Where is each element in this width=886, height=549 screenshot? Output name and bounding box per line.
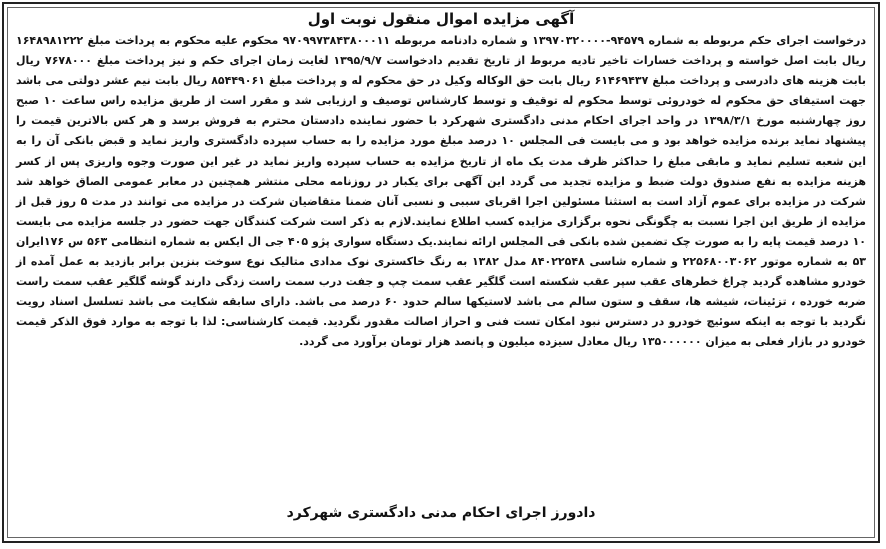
notice-frame (2, 2, 880, 543)
notice-title: آگهی مزایده اموال منقول نوبت اول (307, 10, 575, 28)
notice-signature: دادورز اجرای احکام مدنی دادگستری شهرکرد (286, 505, 596, 521)
notice-body: درخواست اجرای حکم مربوطه به شماره ۹۴۵۷۹-۱۳۹۷۰۳۲۰۰۰۰ و شماره دادنامه مربوطه ۹۷۰۹۹۷۳۸۴۳۸۰۰۰۱۱ محکوم علیه محکوم به پرداخت مبلغ ۱۶۴۸۹۸۱۲۲۲ ریال بابت اصل خواسته و پرداخت خسارات تاخیر تادیه مربوط از تاریخ تقدیم دادخواست ۱۳۹۵/۹/۷ لغایت زمان اجرای حکم و نیز پرداخت مبلغ ۷۶۷۸۰۰۰ ریال بابت هزینه های دادرسی و پرداخت مبلغ ۶۱۴۶۹۴۳۷ ریال بابت حق الوکاله وکیل در حق محکوم له و پرداخت مبلغ ۸۵۴۴۹۰۶۱ ریال بابت نیم عشر دولتی می باشد جهت استیفای حق محکوم له خودروئی توسط محکوم له توقیف و توسط کارشناس توصیف و ارزیابی شد و مقرر است از طریق مزایده راس ساعت ۱۰ صبح روز چهارشنبه مورخ ۱۳۹۸/۳/۱ در واحد اجرای احکام مدنی دادگستری شهرکرد با حضور نماینده دادستان محترم به فروش برسد و هر کس بالاترین قیمت را پیشنهاد نماید برنده مزایده خواهد بود و می بایست فی المجلس ۱۰ درصد مبلغ مورد مزایده را به حساب سپرده دادگستری واریز نماید و قبض بانکی آن را به این شعبه تسلیم نماید و مابقی مبلغ را حداکثر ظرف مدت یک ماه از تاریخ مزایده به حساب سپرده واریز نماید در غیر این صورت وجوه واریزی پس از کسر هزینه مزایده به نفع صندوق دولت ضبط و مزایده تجدید می گردد این آگهی برای یکبار در روزنامه محلی منتشر همچنین در معابر عمومی الصاق خواهد شد شرکت در مزایده برای عموم آزاد است به استثنا مسئولین اجرا اقربای سببی و نسبی آنان ضمنا متقاضیان شرکت در مزایده می توانند در مدت ۵ روز قبل از مزایده از طریق این اجرا نسبت به چگونگی نحوه برگزاری مزایده کسب اطلاع نمایند.لازم به ذکر است شرکت کنندگان جهت حضور در جلسه مزایده می بایست ۱۰ درصد قیمت پایه را به صورت چک تضمین شده بانکی فی المجلس ارائه نمایند.یک دستگاه سواری پژو ۴۰۵ جی ال ایکس به شماره انتظامی ۵۶۳ س ۱۷۶ایران ۵۳ به شماره موتور ۲۲۵۶۸۰۰۳۰۶۲ و شماره شاسی ۸۴۰۲۲۵۴۸ مدل ۱۳۸۲ به رنگ خاکستری نوک مدادی متالیک نوع سوخت بنزین برابر بازدید به عمل آمده از خودرو مشاهده گردید چراغ خطرهای عقب سپر عقب شکسته است گلگیر عقب سمت چپ و جفت درب سمت راست زدگی دارند گوشه گلگیر عقب سمت راست ضربه خورده ، تزئینات، شیشه ها، سقف و ستون سالم می باشد لاستیکها سالم حدود ۶۰ درصد می باشد. دارای سابقه شکایت می باشد تسلسل اسناد رویت نگردید با توجه به اینکه سوئیچ خودرو در دسترس نبود امکان تست فنی و احراز اصالت مقدور نگردید. قیمت کارشناسی: لذا با توجه به موارد فوق الذکر قیمت خودرو در بازار فعلی به میزان ۱۳۵۰۰۰۰۰۰ ریال معادل سیزده میلیون و پانصد هزار تومان برآورد می گردد. (16, 34, 867, 349)
